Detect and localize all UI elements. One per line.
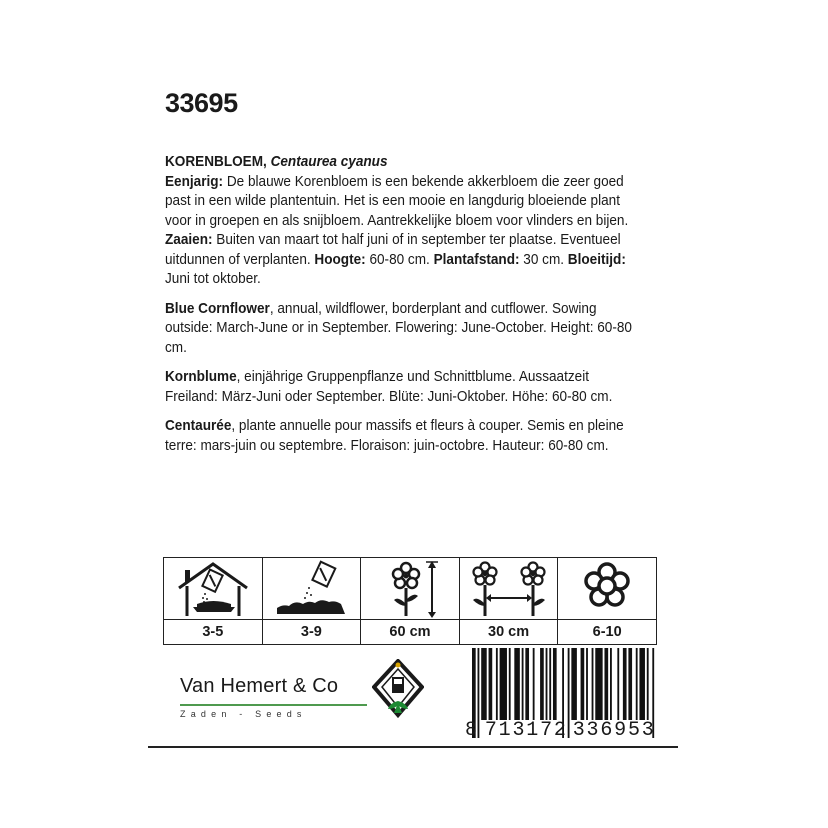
spacing-label: Plantafstand: (433, 251, 520, 268)
dutch-text: De blauwe Korenbloem is een bekende akkerbloem die zeer goed past in een wilde plantentuin. Het is een mooie en langdurig bloeiende plant voor in groepen en als snijbloem. Aantrekkelijke bloem voor vlinders en bijen. (165, 173, 629, 229)
english-description (165, 300, 639, 359)
bloom-label: Bloeitijd: (567, 251, 626, 268)
barcode-bar (496, 648, 498, 720)
dutch-lead: Eenjarig: (165, 173, 224, 190)
barcode-bar (581, 648, 585, 720)
barcode-bar (617, 648, 619, 720)
barcode-bar (610, 648, 612, 720)
height-label: Hoogte: (314, 251, 366, 268)
barcode-digit: 3 (512, 719, 527, 742)
barcode-bar (509, 648, 511, 720)
brand-tagline: Zaden - Seeds (180, 709, 307, 719)
barcode-bar (623, 648, 627, 720)
sow-text: Buiten van maart tot half juni of in september ter plaatse. Eventueel uitdunnen of verplanten. (165, 232, 621, 268)
german-name: Kornblume (165, 369, 237, 385)
barcode-bar (522, 648, 524, 720)
brand-name: Van Hemert & Co (180, 675, 339, 697)
barcode-bar (533, 648, 535, 720)
barcode-bar (481, 648, 487, 720)
plant-height-value: 60 cm (389, 624, 431, 640)
sow-label: Zaaien: (165, 232, 213, 248)
barcode-digit: 1 (526, 719, 541, 742)
spacing-text: 30 cm. (519, 251, 568, 268)
description-block (165, 153, 639, 466)
barcode-bar (525, 648, 529, 720)
plant-spacing-icon (467, 560, 551, 618)
english-text: , annual, wildflower, borderplant and cutflower. Sowing outside: March-June or in September. Flowering: June-October. Height: 60-80 cm. (165, 300, 632, 356)
barcode-bar (540, 648, 544, 720)
dutch-name: KORENBLOEM, (165, 154, 267, 170)
brand-emblem-icon (372, 659, 424, 719)
outdoor-sowing-months: 3-9 (300, 624, 322, 640)
flowering-months: 6-10 (592, 624, 622, 640)
pictogram-outdoor (263, 558, 362, 644)
barcode-bar (647, 648, 649, 720)
product-code: 33695 (165, 88, 238, 118)
barcode-digit: 8 (465, 719, 479, 742)
barcode-bar (595, 648, 602, 720)
pictogram-height (361, 558, 460, 644)
barcode-digit: 7 (484, 719, 499, 742)
barcode-bar (571, 648, 577, 720)
barcode-digit: 3 (586, 719, 601, 742)
barcode-bar (592, 648, 594, 720)
barcode-bar (489, 648, 493, 720)
barcode-digit: 6 (600, 719, 615, 742)
barcode-digit: 3 (572, 719, 587, 742)
barcode-bar (500, 648, 507, 720)
barcode-bar (553, 648, 557, 720)
barcode-bar (636, 648, 638, 720)
pictogram-flowering (558, 558, 656, 644)
brand-underline (180, 704, 367, 706)
flower-icon (567, 560, 647, 618)
dutch-description (165, 153, 639, 290)
barcode-digits (465, 719, 661, 742)
pictogram-strip (163, 557, 657, 645)
barcode-bar (549, 648, 551, 720)
barcode-bar (514, 648, 520, 720)
height-text: 60-80 cm. (365, 251, 434, 268)
barcode-bar (546, 648, 548, 720)
barcode-bar (604, 648, 608, 720)
barcode-bar (628, 648, 632, 720)
pictogram-greenhouse (164, 558, 263, 644)
german-text: , einjährige Gruppenpflanze und Schnittblume. Aussaatzeit Freiland: März-Juni oder September. Blüte: Juni-Oktober. Höhe: 60-80 cm. (165, 369, 613, 405)
barcode-digit: 3 (641, 719, 656, 742)
german-description (165, 368, 639, 407)
french-text: , plante annuelle pour massifs et fleurs à couper. Semis en pleine terre: mars-juin ou septembre. Floraison: juin-octobre. Hauteur: 60-80 cm. (165, 418, 624, 454)
french-description (165, 417, 639, 456)
bottom-rule (148, 746, 678, 748)
french-name: Centaurée (165, 418, 232, 434)
plant-spacing-value: 30 cm (488, 624, 530, 640)
pictogram-spacing (460, 558, 559, 644)
barcode-digit: 2 (553, 719, 568, 742)
barcode-bar (639, 648, 645, 720)
barcode-digit: 1 (498, 719, 513, 742)
barcode-bar (586, 648, 588, 720)
barcode-digit: 9 (614, 719, 628, 742)
bloom-text: Juni tot oktober. (165, 271, 261, 287)
plant-height-icon (370, 560, 450, 618)
english-name: Blue Cornflower (165, 300, 270, 317)
greenhouse-sowing-icon (173, 560, 253, 618)
greenhouse-sowing-months: 3-5 (202, 624, 224, 640)
barcode-digit: 7 (540, 719, 554, 742)
barcode-digit: 5 (627, 719, 642, 742)
latin-name: Centaurea cyanus (270, 154, 388, 170)
outdoor-sowing-icon (271, 560, 351, 618)
